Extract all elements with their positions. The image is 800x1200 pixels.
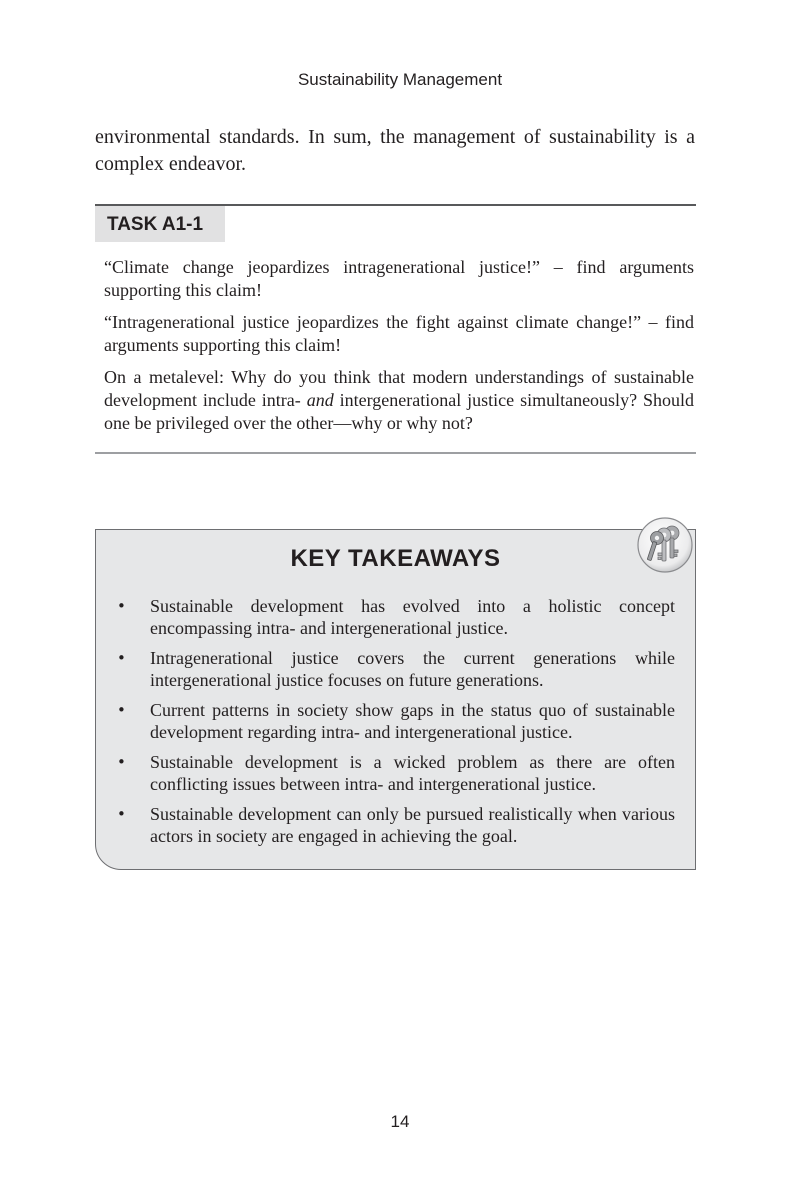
bullet: • — [117, 753, 126, 771]
task-body — [104, 256, 694, 444]
intro-paragraph — [95, 124, 695, 178]
keys-icon — [636, 516, 694, 574]
list-item — [113, 699, 675, 743]
task-paragraph-3 — [104, 366, 694, 435]
bullet: • — [117, 649, 126, 667]
key-takeaways-list — [113, 595, 675, 855]
task-paragraph-3-emphasis: and — [306, 390, 334, 410]
takeaway-text: Sustainable development has evolved into a holistic concept encompassing intra- and intergenerational justice. — [150, 596, 675, 638]
intro-text: environmental standards. In sum, the management of sustainability is a complex endeavor. — [95, 126, 695, 175]
takeaway-text: Sustainable development can only be pursued realistically when various actors in society are engaged in achieving the goal. — [150, 804, 675, 846]
running-header: Sustainability Management — [297, 70, 503, 89]
task-paragraph-3-after: intergenerational justice simultaneously? Should one be privileged over the other—why or why not? — [104, 390, 694, 433]
task-bottom-rule — [95, 452, 696, 454]
list-item — [113, 803, 675, 847]
list-item — [113, 647, 675, 691]
key-takeaways-title: KEY TAKEAWAYS — [290, 545, 501, 572]
takeaway-text: Current patterns in society show gaps in the status quo of sustainable development regarding intra- and intergenerational justice. — [150, 700, 675, 742]
bullet: • — [117, 701, 126, 719]
task-label: TASK A1-1 — [95, 206, 225, 242]
bullet: • — [117, 597, 126, 615]
task-paragraph-1: “Climate change jeopardizes intragenerational justice!” – find arguments supporting this claim! — [104, 257, 694, 300]
task-paragraph-2: “Intragenerational justice jeopardizes the fight against climate change!” – find arguments supporting this claim! — [104, 312, 694, 355]
takeaway-text: Intragenerational justice covers the current generations while intergenerational justice focuses on future generations. — [150, 648, 675, 690]
list-item — [113, 595, 675, 639]
task-paragraph-3-before: On a metalevel: Why do you think that modern understandings of sustainable development include intra- — [104, 367, 694, 410]
page-number: 14 — [390, 1112, 410, 1131]
bullet: • — [117, 805, 126, 823]
takeaway-text: Sustainable development is a wicked problem as there are often conflicting issues between intra- and intergenerational justice. — [150, 752, 675, 794]
list-item — [113, 751, 675, 795]
keys-icon-graphic — [636, 516, 694, 574]
